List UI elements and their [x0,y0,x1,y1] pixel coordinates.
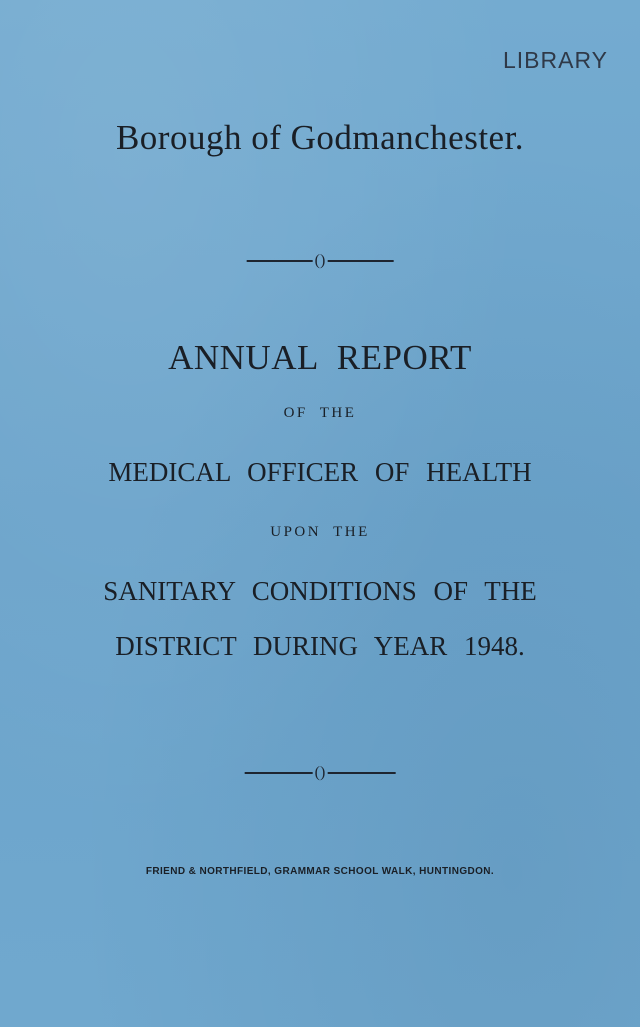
report-heading: ANNUAL REPORT [168,338,472,377]
officer-line: MEDICAL OFFICER OF HEALTH [108,457,532,487]
of-the-line: OF THE [283,405,357,421]
ornamental-rule-top [247,252,394,270]
borough-title: Borough of Godmanchester. [115,118,525,157]
subject-line-1: SANITARY CONDITIONS OF THE [103,576,537,606]
rule-mark: () [314,252,326,269]
upon-the-line: UPON THE [270,524,370,540]
ornamental-rule-bottom [245,764,396,782]
rule-line-left [245,772,313,774]
rule-line-left [247,260,313,262]
library-stamp: LIBRARY [502,47,608,73]
subject-line-2: DISTRICT DURING YEAR 1948. [115,631,525,661]
rule-mark: () [314,764,326,781]
rule-line-right [327,260,393,262]
printer-imprint: FRIEND & NORTHFIELD, GRAMMAR SCHOOL WALK, HUNTINGDON. [145,866,495,877]
rule-line-right [327,772,395,774]
